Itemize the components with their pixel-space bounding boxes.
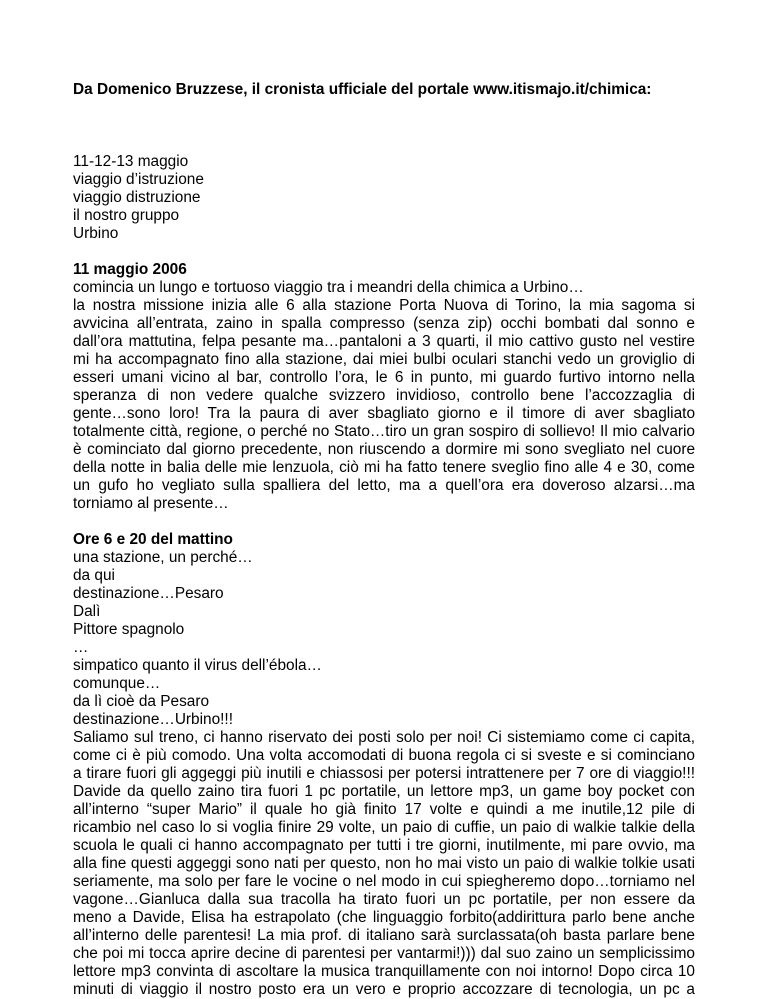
text-line: Pittore spagnolo — [73, 621, 185, 638]
section-ore-6-20 — [73, 531, 695, 999]
text-line: mi ha accompagnato fino alla stazione, dai miei bulbi oculari stanchi vedo un groviglio di — [73, 351, 695, 368]
text-line: minuti di viaggio il nostro posto era un vero e proprio accozzare di tecnologia, un pc a — [73, 981, 695, 998]
section-heading: 11 maggio 2006 — [73, 261, 187, 278]
text-line: simpatico quanto il virus dell’ébola… — [73, 657, 322, 674]
text-line: gente…sono loro! Tra la paura di aver sbagliato giorno e il timore di aver sbagliato — [73, 405, 695, 422]
text-line: seriamente, ma solo per fare le vocine o nel modo in cui spiegheremo dopo…torniamo nel — [73, 873, 695, 890]
short-lines-block — [73, 549, 695, 729]
text-line: meno a Davide, Elisa ha estrapolato (che linguaggio forbito(addirittura parlo bene anche — [73, 909, 695, 926]
text-line: comincia un lungo e tortuoso viaggio tra i meandri della chimica a Urbino… — [73, 279, 584, 296]
text-line: da qui — [73, 567, 115, 584]
intro-line: viaggio d’istruzione — [73, 171, 204, 188]
text-line: esseri umani vicino al bar, controllo l’ora, le 6 in punto, mi guardo furtivo intorno nella — [73, 369, 695, 386]
text-line: speranza di non vedere qualche svizzero invidioso, controllo bene l’accozzaglia di — [73, 387, 695, 404]
text-line: a tirare fuori gli aggeggi più inutili e chiassosi per potersi intrattenere per 7 ore di viaggio!!! — [73, 765, 695, 782]
text-line: Davide da quello zaino tira fuori 1 pc portatile, un lettore mp3, un game boy pocket con — [73, 783, 695, 800]
text-line: alla fine questi aggeggi sono nati per questo, non ho mai visto un paio di walkie tolkie usati — [73, 855, 695, 872]
section-body — [73, 729, 695, 999]
text-line: è cominciato dal giorno precedente, non riuscendo a dormire mi sono svegliato nel cuore — [73, 441, 695, 458]
text-line: dall’ora mattutina, felpa pesante ma…pantaloni a 3 quarti, il mio cattivo gusto nel vestire — [73, 333, 695, 350]
text-line: la nostra missione inizia alle 6 alla stazione Porta Nuova di Torino, la mia sagoma si — [73, 297, 695, 314]
text-line: torniamo al presente… — [73, 495, 229, 512]
text-line: all’interno delle parentesi! La mia prof. di italiano sarà surclassata(oh basta parlare bene — [73, 927, 695, 944]
text-line: totalmente città, regione, o perché no Stato…tiro un gran sospiro di sollievo! Il mio calvario — [73, 423, 695, 440]
text-line: destinazione…Pesaro — [73, 585, 224, 602]
text-line: Dalì — [73, 603, 101, 620]
text-line: Saliamo sul treno, ci hanno riservato dei posti solo per noi! Ci sistemiamo come ci capita, — [73, 729, 695, 746]
text-line: … — [73, 639, 89, 656]
section-body — [73, 279, 695, 513]
intro-line: viaggio distruzione — [73, 189, 201, 206]
text-line: un gufo ho vegliato sulla spalliera del letto, ma a quell’ora era doveroso alzarsi…ma — [73, 477, 695, 494]
text-line: che poi mi tocca aprire decine di parentesi per vantarmi!))) dal suo zaino un semplicissimo — [73, 945, 695, 962]
intro-line: Urbino — [73, 225, 119, 242]
text-line: come ci è più comodo. Una volta accomodati di buona regola ci si sveste e si cominciano — [73, 747, 695, 764]
section-heading: Ore 6 e 20 del mattino — [73, 531, 233, 548]
text-line: all’interno “super Mario” il quale ho già finito 17 volte e quindi a me inutile,12 pile di — [73, 801, 695, 818]
section-11-maggio — [73, 261, 695, 513]
text-line: avvicina all’entrata, zaino in spalla compresso (senza zip) occhi bombati dal sonno e — [73, 315, 695, 332]
document-header: Da Domenico Bruzzese, il cronista ufficiale del portale www.itismajo.it/chimica: — [73, 81, 652, 98]
text-line: della notte in balia delle mie lenzuola, ciò mi ha fatto tenere sveglio fino alle 4 e 30, come — [73, 459, 695, 476]
text-line: vagone…Gianluca dalla sua tracolla ha tirato fuori un pc portatile, per non essere da — [73, 891, 695, 908]
intro-block — [73, 153, 695, 243]
intro-line: 11-12-13 maggio — [73, 153, 189, 170]
text-line: scuola le quali ci hanno accompagnato per tutti i tre giorni, inutilmente, mi pare ovvio, ma — [73, 837, 695, 854]
text-line: comunque… — [73, 675, 161, 692]
text-line: da lì cioè da Pesaro — [73, 693, 210, 710]
text-line: lettore mp3 convinta di ascoltare la musica tranquillamente con noi intorno! Dopo circa 10 — [73, 963, 695, 980]
text-line: destinazione…Urbino!!! — [73, 711, 233, 728]
intro-line: il nostro gruppo — [73, 207, 180, 224]
text-line: una stazione, un perché… — [73, 549, 253, 566]
text-line: ricambio nel caso lo si voglia finire 29 volte, un paio di cuffie, un paio di walkie talkie della — [73, 819, 695, 836]
